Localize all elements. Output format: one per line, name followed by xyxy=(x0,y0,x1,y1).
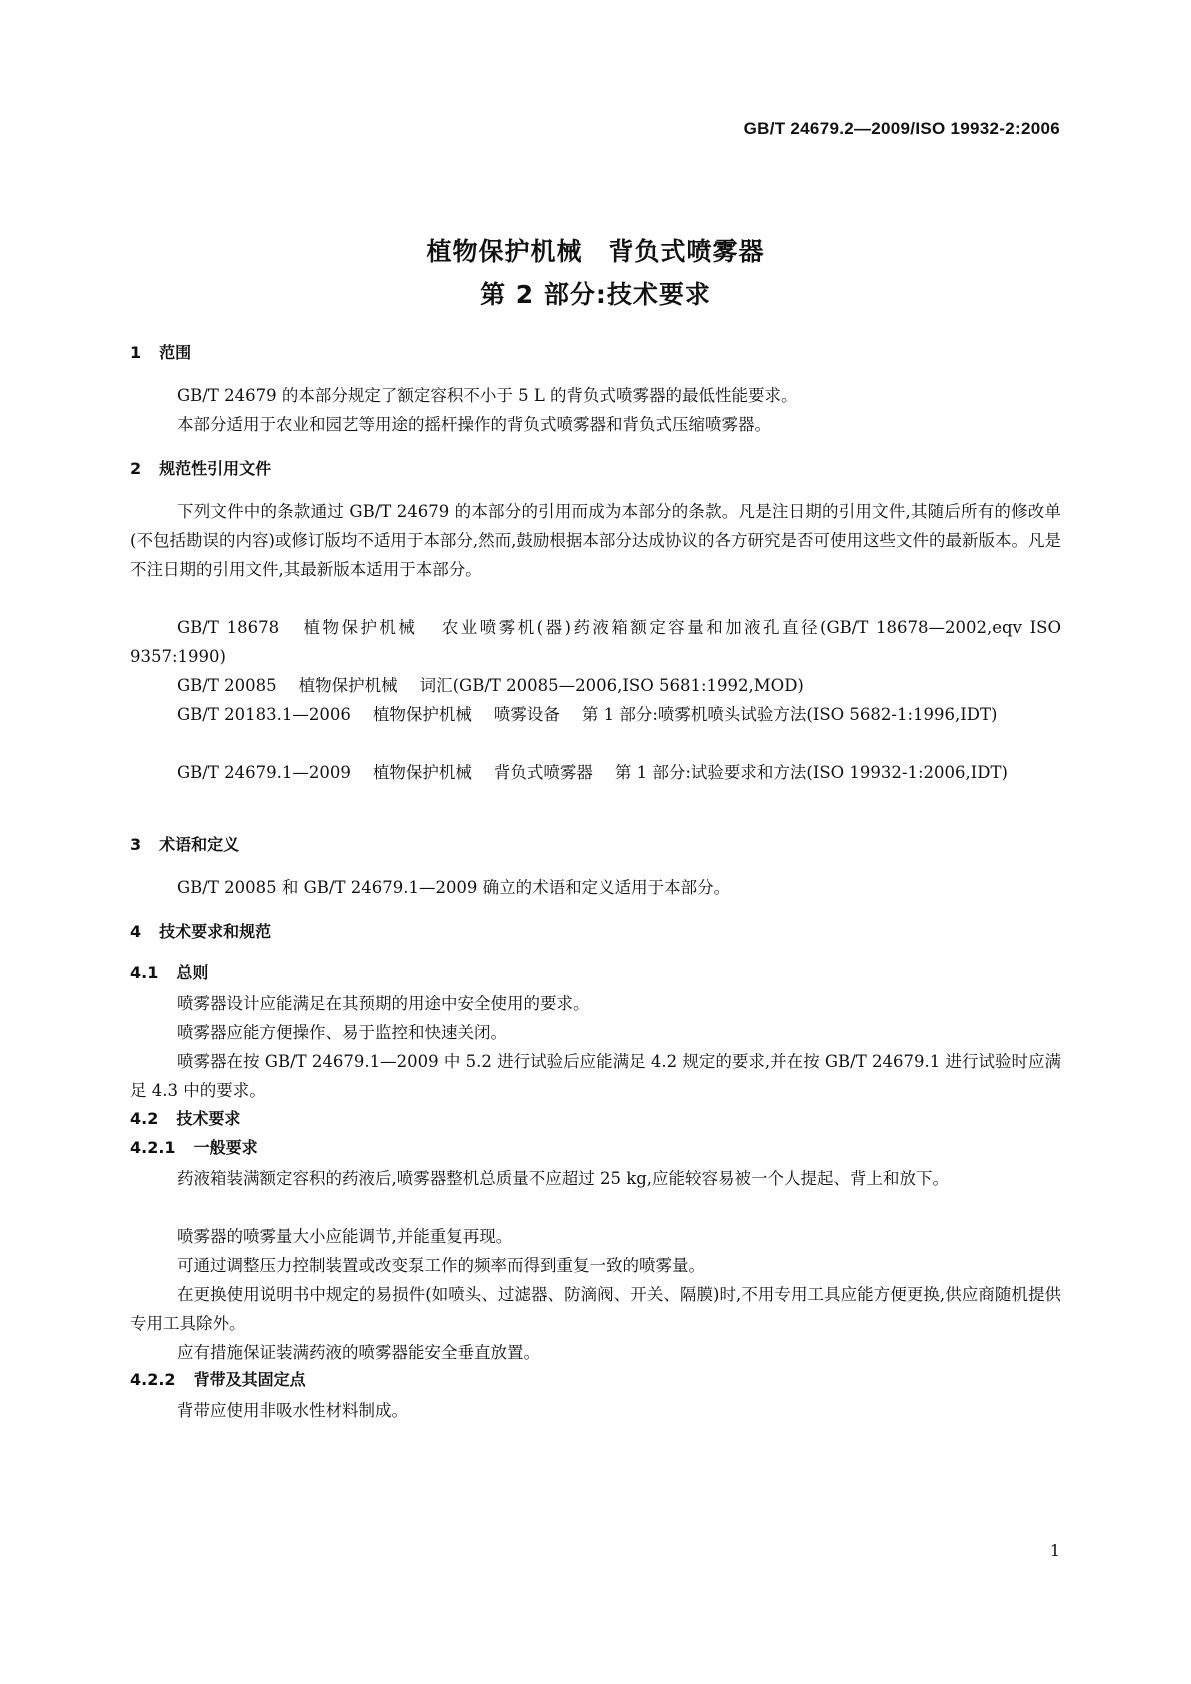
reference-code: GB/T 20183.1—2006 xyxy=(177,705,351,724)
section-number: 4.1 xyxy=(130,963,159,982)
reference-part: 第 1 部分:试验要求和方法(ISO 19932-1:2006,IDT) xyxy=(614,763,1008,782)
section-number: 4.2 xyxy=(130,1109,159,1128)
reference-part: 植物保护机械 xyxy=(372,705,472,724)
reference-item xyxy=(130,700,1061,729)
document-title-line1: 植物保护机械 背负式喷雾器 xyxy=(426,237,765,266)
reference-part: 喷雾设备 xyxy=(493,705,560,724)
reference-code: GB/T 20085 xyxy=(177,676,277,695)
subsection-4-2-2-heading xyxy=(130,1367,306,1390)
reference-item xyxy=(130,613,1061,671)
section-title: 规范性引用文件 xyxy=(159,459,272,478)
paragraph: 喷雾器的喷雾量大小应能调节,并能重复再现。 xyxy=(177,1227,513,1246)
paragraph: 应有措施保证装满药液的喷雾器能安全垂直放置。 xyxy=(177,1343,540,1362)
section-number: 4.2.2 xyxy=(130,1370,176,1389)
reference-code: GB/T 18678 xyxy=(177,618,280,637)
subsection-4-2-1-heading xyxy=(130,1135,258,1158)
section-title: 背带及其固定点 xyxy=(193,1370,306,1389)
subsection-4-2-heading xyxy=(130,1106,240,1129)
paragraph: GB/T 20085 和 GB/T 24679.1—2009 确立的术语和定义适用于本部分。 xyxy=(177,878,731,897)
paragraph: 喷雾器在按 GB/T 24679.1—2009 中 5.2 进行试验后应能满足 4.2 规定的要求,并在按 GB/T 24679.1 进行试验时应满足 4.3 中的要求。 xyxy=(130,1052,1061,1100)
section-title: 技术要求和规范 xyxy=(159,922,272,941)
reference-part: 植物保护机械 xyxy=(301,618,418,637)
section-4-heading xyxy=(130,919,271,942)
reference-part: 植物保护机械 xyxy=(372,763,472,782)
standard-code-header: GB/T 24679.2—2009/ISO 19932-2:2006 xyxy=(743,119,1060,138)
paragraph: 下列文件中的条款通过 GB/T 24679 的本部分的引用而成为本部分的条款。凡是注日期的引用文件,其随后所有的修改单(不包括勘误的内容)或修订版均不适用于本部分,然而,鼓励根据本部分达成协议的各方研究是否可使用这些文件的最新版本。凡是不注日期的引用文件,其最新版本适用于本部分。 xyxy=(130,502,1061,579)
section-3-heading xyxy=(130,832,239,855)
paragraph: 喷雾器设计应能满足在其预期的用途中安全使用的要求。 xyxy=(177,994,590,1013)
section-number: 4.2.1 xyxy=(130,1138,176,1157)
paragraph: 在更换使用说明书中规定的易损件(如喷头、过滤器、防滴阀、开关、隔膜)时,不用专用工具应能方便更换,供应商随机提供专用工具除外。 xyxy=(130,1285,1061,1333)
section-title: 范围 xyxy=(159,343,192,362)
section-title: 技术要求 xyxy=(176,1109,241,1128)
section-1-heading xyxy=(130,340,191,363)
section-title: 一般要求 xyxy=(193,1138,258,1157)
paragraph: 药液箱装满额定容积的药液后,喷雾器整机总质量不应超过 25 kg,应能较容易被一个人提起、背上和放下。 xyxy=(177,1169,950,1188)
paragraph: 背带应使用非吸水性材料制成。 xyxy=(177,1401,408,1420)
subsection-4-1-heading xyxy=(130,960,208,983)
document-title-line2: 第 2 部分:技术要求 xyxy=(480,280,711,309)
reference-item xyxy=(130,671,1061,700)
reference-code: GB/T 24679.1—2009 xyxy=(177,763,351,782)
reference-part: 农业喷雾机(器)药液箱额定容量和加液孔直径(GB/T 18678—2002,eqv ISO 9357:1990) xyxy=(130,618,1061,666)
section-2-heading xyxy=(130,456,271,479)
section-title: 总则 xyxy=(176,963,209,982)
section-number: 4 xyxy=(130,922,142,941)
section-number: 2 xyxy=(130,459,142,478)
section-number: 1 xyxy=(130,343,142,362)
reference-part: 词汇(GB/T 20085—2006,ISO 5681:1992,MOD) xyxy=(419,676,804,695)
paragraph: 喷雾器应能方便操作、易于监控和快速关闭。 xyxy=(177,1023,507,1042)
reference-item xyxy=(130,758,1061,787)
paragraph: GB/T 24679 的本部分规定了额定容积不小于 5 L 的背负式喷雾器的最低性能要求。 xyxy=(177,386,798,405)
section-number: 3 xyxy=(130,835,142,854)
paragraph: 本部分适用于农业和园艺等用途的摇杆操作的背负式喷雾器和背负式压缩喷雾器。 xyxy=(177,415,771,434)
reference-part: 第 1 部分:喷雾机喷头试验方法(ISO 5682-1:1996,IDT) xyxy=(581,705,998,724)
reference-part: 植物保护机械 xyxy=(298,676,398,695)
section-title: 术语和定义 xyxy=(159,835,240,854)
page-number: 1 xyxy=(1049,1541,1060,1560)
paragraph: 可通过调整压力控制装置或改变泵工作的频率而得到重复一致的喷雾量。 xyxy=(177,1256,705,1275)
reference-part: 背负式喷雾器 xyxy=(493,763,593,782)
